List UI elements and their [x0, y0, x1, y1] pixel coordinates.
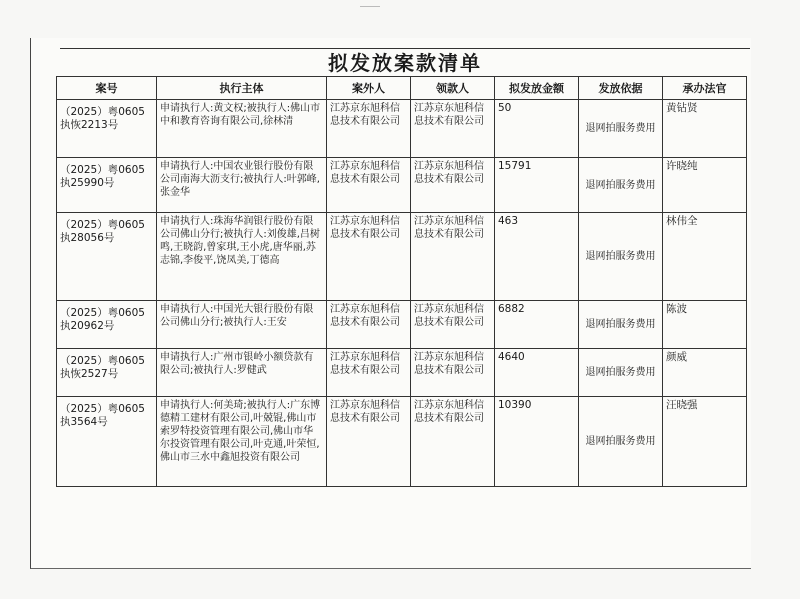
execution-subject: 申请执行人:中国光大银行股份有限公司佛山分行;被执行人:王安	[157, 301, 327, 349]
execution-subject: 申请执行人:黄文权;被执行人:佛山市中和教育咨询有限公司,徐林清	[157, 100, 327, 158]
judge: 汪晓强	[663, 397, 747, 487]
payee: 江苏京东旭科信息技术有限公司	[411, 213, 495, 301]
payment-basis: 退网拍服务费用	[579, 301, 663, 349]
case-number: （2025）粤0605执恢2213号	[57, 100, 157, 158]
outsider-party: 江苏京东旭科信息技术有限公司	[327, 213, 411, 301]
outsider-party: 江苏京东旭科信息技术有限公司	[327, 158, 411, 213]
table-header-row	[57, 77, 747, 100]
case-number: （2025）粤0605执20962号	[57, 301, 157, 349]
judge: 陈波	[663, 301, 747, 349]
header-outsider: 案外人	[327, 77, 411, 100]
case-number: （2025）粤0605执25990号	[57, 158, 157, 213]
table-row	[57, 213, 747, 301]
outsider-party: 江苏京东旭科信息技术有限公司	[327, 100, 411, 158]
payee: 江苏京东旭科信息技术有限公司	[411, 100, 495, 158]
case-number: （2025）粤0605执3564号	[57, 397, 157, 487]
case-number: （2025）粤0605执28056号	[57, 213, 157, 301]
outsider-party: 江苏京东旭科信息技术有限公司	[327, 397, 411, 487]
outsider-party: 江苏京东旭科信息技术有限公司	[327, 301, 411, 349]
header-amount: 拟发放金额	[495, 77, 579, 100]
header-case-no: 案号	[57, 77, 157, 100]
case-number: （2025）粤0605执恢2527号	[57, 349, 157, 397]
table-row	[57, 397, 747, 487]
payment-basis: 退网拍服务费用	[579, 349, 663, 397]
judge: 许晓纯	[663, 158, 747, 213]
amount: 6882	[495, 301, 579, 349]
page-edge-mark	[360, 0, 380, 7]
payee: 江苏京东旭科信息技术有限公司	[411, 301, 495, 349]
execution-subject: 申请执行人:中国农业银行股份有限公司南海大沥支行;被执行人:叶郭峰,张金华	[157, 158, 327, 213]
header-judge: 承办法官	[663, 77, 747, 100]
judge: 颜威	[663, 349, 747, 397]
execution-subject: 申请执行人:何美琦;被执行人:广东博德精工建材有限公司,叶兢锟,佛山市索罗特投资管理有限公司,佛山市华尔投资管理有限公司,叶克通,叶荣恒,佛山市三水中鑫旭投资有限公司	[157, 397, 327, 487]
header-subject: 执行主体	[157, 77, 327, 100]
payment-basis: 退网拍服务费用	[579, 397, 663, 487]
payee: 江苏京东旭科信息技术有限公司	[411, 349, 495, 397]
judge: 林伟全	[663, 213, 747, 301]
payment-basis: 退网拍服务费用	[579, 213, 663, 301]
judge: 黄钻贤	[663, 100, 747, 158]
header-basis: 发放依据	[579, 77, 663, 100]
table-row	[57, 100, 747, 158]
amount: 50	[495, 100, 579, 158]
payee: 江苏京东旭科信息技术有限公司	[411, 397, 495, 487]
payment-basis: 退网拍服务费用	[579, 100, 663, 158]
table-row	[57, 349, 747, 397]
amount: 4640	[495, 349, 579, 397]
execution-subject: 申请执行人:广州市银岭小额贷款有限公司;被执行人:罗健武	[157, 349, 327, 397]
table-row	[57, 301, 747, 349]
payment-list-table	[56, 76, 747, 487]
outsider-party: 江苏京东旭科信息技术有限公司	[327, 349, 411, 397]
payment-basis: 退网拍服务费用	[579, 158, 663, 213]
amount: 463	[495, 213, 579, 301]
header-payee: 领款人	[411, 77, 495, 100]
execution-subject: 申请执行人:珠海华润银行股份有限公司佛山分行;被执行人:刘俊雄,吕树鸣,王晓韵,曾家琪,王小虎,唐华丽,苏志锦,李俊平,饶凤美,丁德高	[157, 213, 327, 301]
amount: 10390	[495, 397, 579, 487]
table-row	[57, 158, 747, 213]
payee: 江苏京东旭科信息技术有限公司	[411, 158, 495, 213]
amount: 15791	[495, 158, 579, 213]
document-title: 拟发放案款清单	[60, 48, 750, 77]
